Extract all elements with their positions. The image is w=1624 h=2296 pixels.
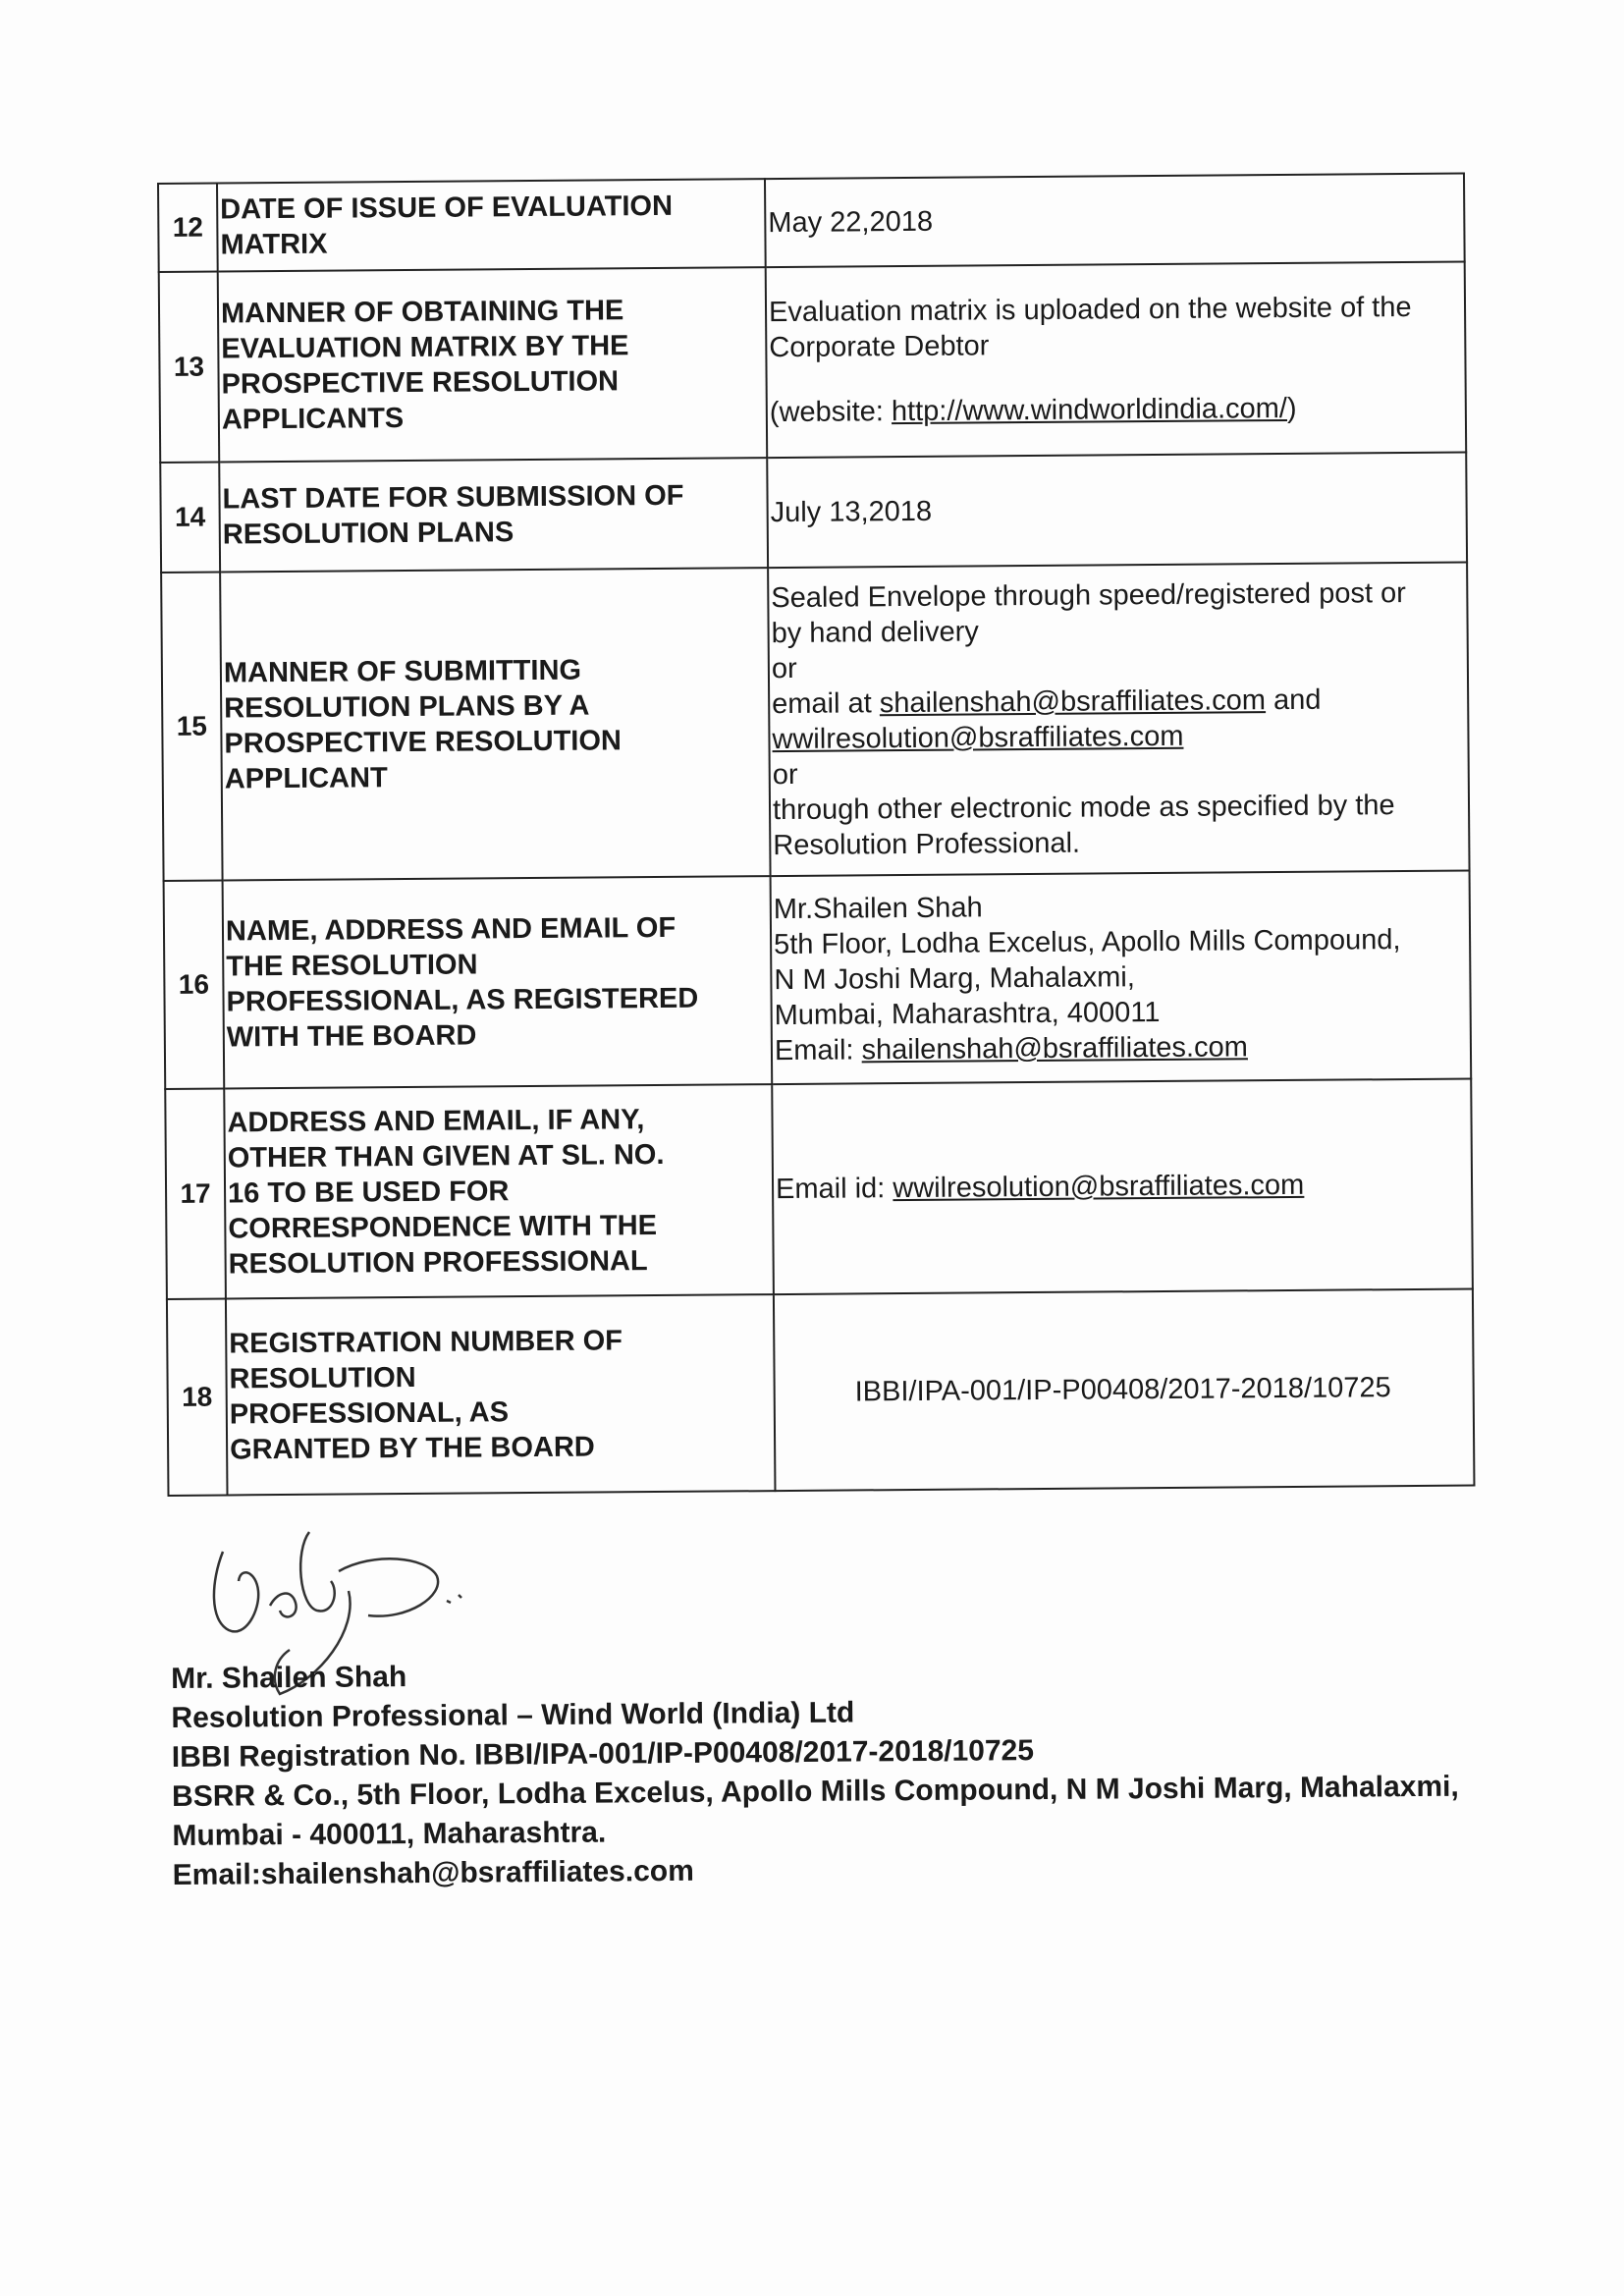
table-row (158, 174, 1465, 272)
serial-number: 12 (158, 184, 218, 272)
row-value: Mr.Shailen Shah 5th Floor, Lodha Excelus, Apollo Mills Compound, N M Joshi Marg, Mahalaxmi, Mumbai, Maharashtra, 400011 Email: shailenshah@bsraffiliates.com (771, 871, 1472, 1085)
serial-number: 14 (160, 463, 220, 573)
row-value: May 22,2018 (765, 174, 1465, 268)
serial-number: 18 (167, 1298, 228, 1495)
row-value: IBBI/IPA-001/IP-P00408/2017-2018/10725 (774, 1289, 1475, 1492)
signatory-address-line2: Mumbai - 400011, Maharashtra. (172, 1816, 607, 1852)
row-value: July 13,2018 (767, 453, 1467, 569)
signatory-name: Mr. Shailen Shah (171, 1661, 407, 1695)
row-value: Evaluation matrix is uploaded on the website of the Corporate Debtor (website: http://www.windworldindia.com/) (766, 262, 1467, 459)
serial-number: 17 (165, 1088, 226, 1298)
row-label: MANNER OF OBTAINING THE EVALUATION MATRIX BY THE PROSPECTIVE RESOLUTION APPLICANTS (218, 267, 768, 462)
email-link[interactable]: wwilresolution@bsraffiliates.com (772, 720, 1184, 756)
email-link[interactable]: shailenshah@bsraffiliates.com (879, 684, 1267, 720)
table-row (159, 262, 1466, 463)
row-label: REGISTRATION NUMBER OF RESOLUTION PROFESSIONAL, AS GRANTED BY THE BOARD (226, 1294, 776, 1495)
signatory-title: Resolution Professional – Wind World (India) Ltd (171, 1696, 855, 1734)
row-label: NAME, ADDRESS AND EMAIL OF THE RESOLUTION PROFESSIONAL, AS REGISTERED WITH THE BOARD (223, 876, 773, 1088)
signatory-registration: IBBI Registration No. IBBI/IPA-001/IP-P00408/2017-2018/10725 (171, 1734, 1035, 1774)
signature-block (171, 1649, 1567, 1895)
row-label: LAST DATE FOR SUBMISSION OF RESOLUTION PLANS (219, 458, 768, 572)
row-label: ADDRESS AND EMAIL, IF ANY, OTHER THAN GIVEN AT SL. NO. 16 TO BE USED FOR CORRESPONDENCE WITH THE RESOLUTION PROFESSIONAL (224, 1084, 774, 1298)
email-link[interactable]: shailenshah@bsraffiliates.com (861, 1031, 1248, 1066)
row-value: Sealed Envelope through speed/registered post or by hand delivery or email at shailenshah@bsraffiliates.com and wwilresolution@bsraffiliates.com or through other electronic mode as specified by the Resolution Professional. (768, 563, 1469, 877)
table-row (167, 1289, 1475, 1496)
table-row (165, 1079, 1473, 1299)
serial-number: 13 (159, 272, 220, 463)
table-row (161, 563, 1469, 881)
signatory-email: Email:shailenshah@bsraffiliates.com (172, 1854, 694, 1891)
email-link[interactable]: wwilresolution@bsraffiliates.com (893, 1169, 1305, 1205)
row-label: DATE OF ISSUE OF EVALUATION MATRIX (217, 179, 766, 271)
serial-number: 15 (161, 573, 222, 881)
row-label: MANNER OF SUBMITTING RESOLUTION PLANS BY A PROSPECTIVE RESOLUTION APPLICANT (220, 568, 770, 880)
website-link[interactable]: http://www.windworldindia.com/ (891, 392, 1288, 428)
signatory-address-line1: BSRR & Co., 5th Floor, Lodha Excelus, Apollo Mills Compound, N M Joshi Marg, Mahalaxmi, (171, 1770, 1459, 1813)
table-row (164, 871, 1472, 1089)
information-table (157, 173, 1475, 1497)
row-value: Email id: wwilresolution@bsraffiliates.com (772, 1079, 1473, 1295)
table-row (160, 453, 1467, 573)
serial-number: 16 (164, 880, 225, 1088)
